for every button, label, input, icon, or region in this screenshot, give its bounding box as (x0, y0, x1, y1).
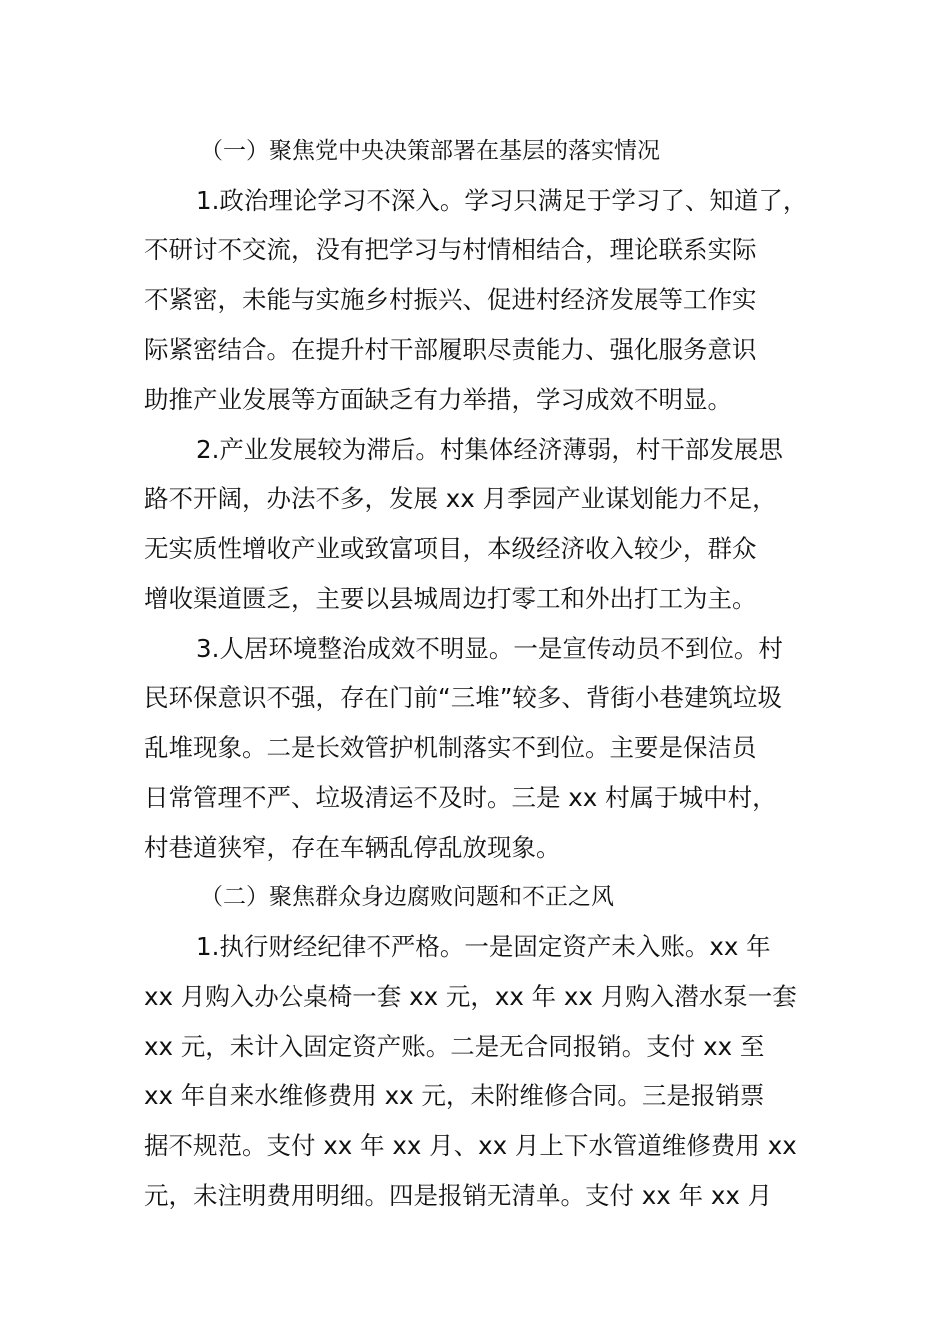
section2-heading: （二）聚焦群众身边腐败问题和不正之风 (200, 884, 614, 910)
section1-item3-line1: 3.人居环境整治成效不明显。一是宣传动员不到位。村 (196, 634, 783, 663)
section1-item1-line5: 助推产业发展等方面缺乏有力举措，学习成效不明显。 (144, 385, 732, 414)
section2-item1-line4: xx 年自来水维修费用 xx 元，未附维修合同。三是报销票 (144, 1081, 765, 1110)
section2-item1-line3: xx 元，未计入固定资产账。二是无合同报销。支付 xx 至 (144, 1032, 765, 1061)
section1-item2-line1: 2.产业发展较为滞后。村集体经济薄弱，村干部发展思 (196, 435, 783, 464)
section1-item2-line2: 路不开阔，办法不多，发展 xx 月季园产业谋划能力不足， (144, 484, 777, 513)
section1-item1-line1: 1.政治理论学习不深入。学习只满足于学习了、知道了， (196, 186, 808, 215)
section2-item1-line6: 元，未注明费用明细。四是报销无清单。支付 xx 年 xx 月 (144, 1181, 773, 1210)
section1-item3-line3: 乱堆现象。二是长效管护机制落实不到位。主要是保洁员 (144, 733, 757, 762)
section1-item3-line5: 村巷道狭窄，存在车辆乱停乱放现象。 (144, 833, 561, 862)
section2-item1-line5: 据不规范。支付 xx 年 xx 月、xx 月上下水管道维修费用 xx (144, 1131, 797, 1160)
section1-item3-line2: 民环保意识不强，存在门前“三堆”较多、背街小巷建筑垃圾 (144, 683, 782, 712)
section2-item1-line2: xx 月购入办公桌椅一套 xx 元，xx 年 xx 月购入潜水泵一套 (144, 982, 797, 1011)
section1-item3-line4: 日常管理不严、垃圾清运不及时。三是 xx 村属于城中村， (144, 783, 777, 812)
section1-heading: （一）聚焦党中央决策部署在基层的落实情况 (200, 138, 660, 164)
section1-item2-line3: 无实质性增收产业或致富项目，本级经济收入较少，群众 (144, 534, 757, 563)
section1-item1-line2: 不研讨不交流，没有把学习与村情相结合，理论联系实际 (144, 235, 757, 264)
section1-item1-line3: 不紧密，未能与实施乡村振兴、促进村经济发展等工作实 (144, 285, 757, 314)
section2-item1-line1: 1.执行财经纪律不严格。一是固定资产未入账。xx 年 (196, 932, 771, 961)
section1-item1-line4: 际紧密结合。在提升村干部履职尽责能力、强化服务意识 (144, 335, 757, 364)
section1-item2-line4: 增收渠道匮乏，主要以县城周边打零工和外出打工为主。 (144, 584, 757, 613)
